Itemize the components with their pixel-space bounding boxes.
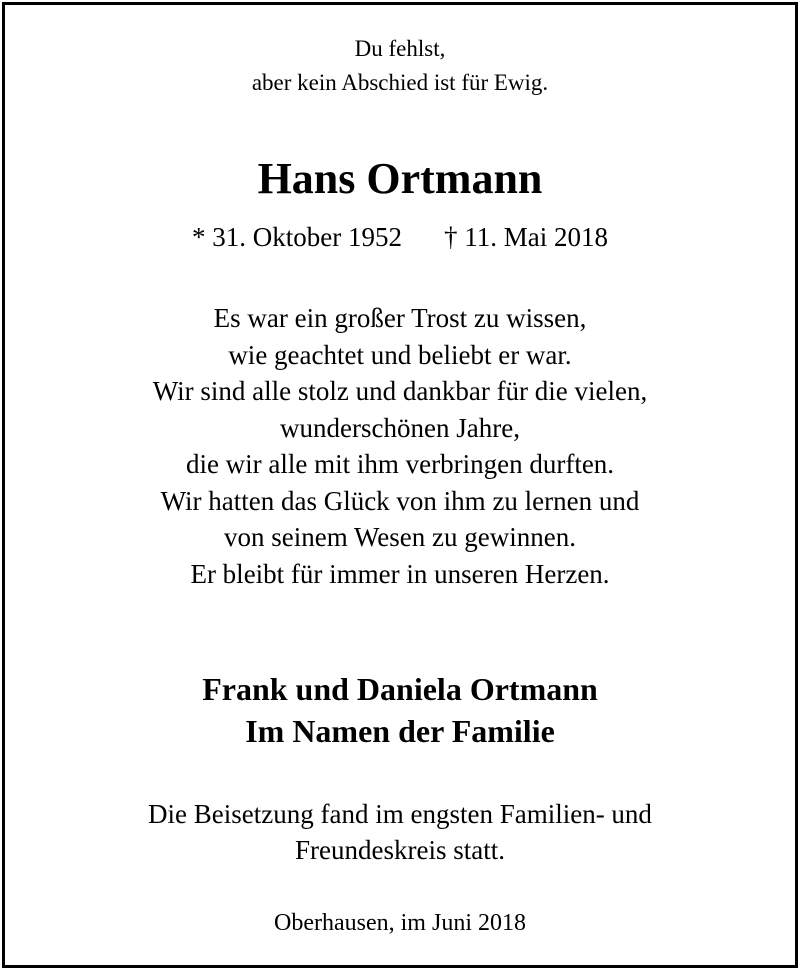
obituary-text xyxy=(0,300,800,592)
mourners xyxy=(0,668,800,752)
text-line: Wir sind alle stolz und dankbar für die vielen, xyxy=(152,376,648,406)
text-line: wunderschönen Jahre, xyxy=(280,412,520,443)
life-dates xyxy=(0,218,800,256)
mourners-line: Frank und Daniela Ortmann xyxy=(202,671,598,707)
birth-date: * 31. Oktober 1952 xyxy=(192,222,402,252)
text-line: Es war ein großer Trost zu wissen, xyxy=(213,303,587,333)
text-line: Er bleibt für immer in unseren Herzen. xyxy=(190,558,610,589)
death-date: † 11. Mai 2018 xyxy=(443,222,608,252)
burial-line: Die Beisetzung fand im engsten Familien- und xyxy=(148,799,652,829)
text-line: die wir alle mit ihm verbringen durften. xyxy=(185,449,615,479)
motto-line: Du fehlst, xyxy=(354,36,446,61)
motto xyxy=(0,32,800,100)
burial-note xyxy=(0,796,800,868)
text-line: Wir hatten das Glück von ihm zu lernen und xyxy=(160,485,640,516)
text-line: wie geachtet und beliebt er war. xyxy=(228,339,572,370)
text-line: von seinem Wesen zu gewinnen. xyxy=(224,522,576,552)
deceased-name: Hans Ortmann xyxy=(257,154,543,203)
motto-line: aber kein Abschied ist für Ewig. xyxy=(251,70,549,95)
place-and-date: Oberhausen, im Juni 2018 xyxy=(274,910,526,936)
mourners-line: Im Namen der Familie xyxy=(245,713,555,749)
burial-line: Freundeskreis statt. xyxy=(295,835,505,865)
